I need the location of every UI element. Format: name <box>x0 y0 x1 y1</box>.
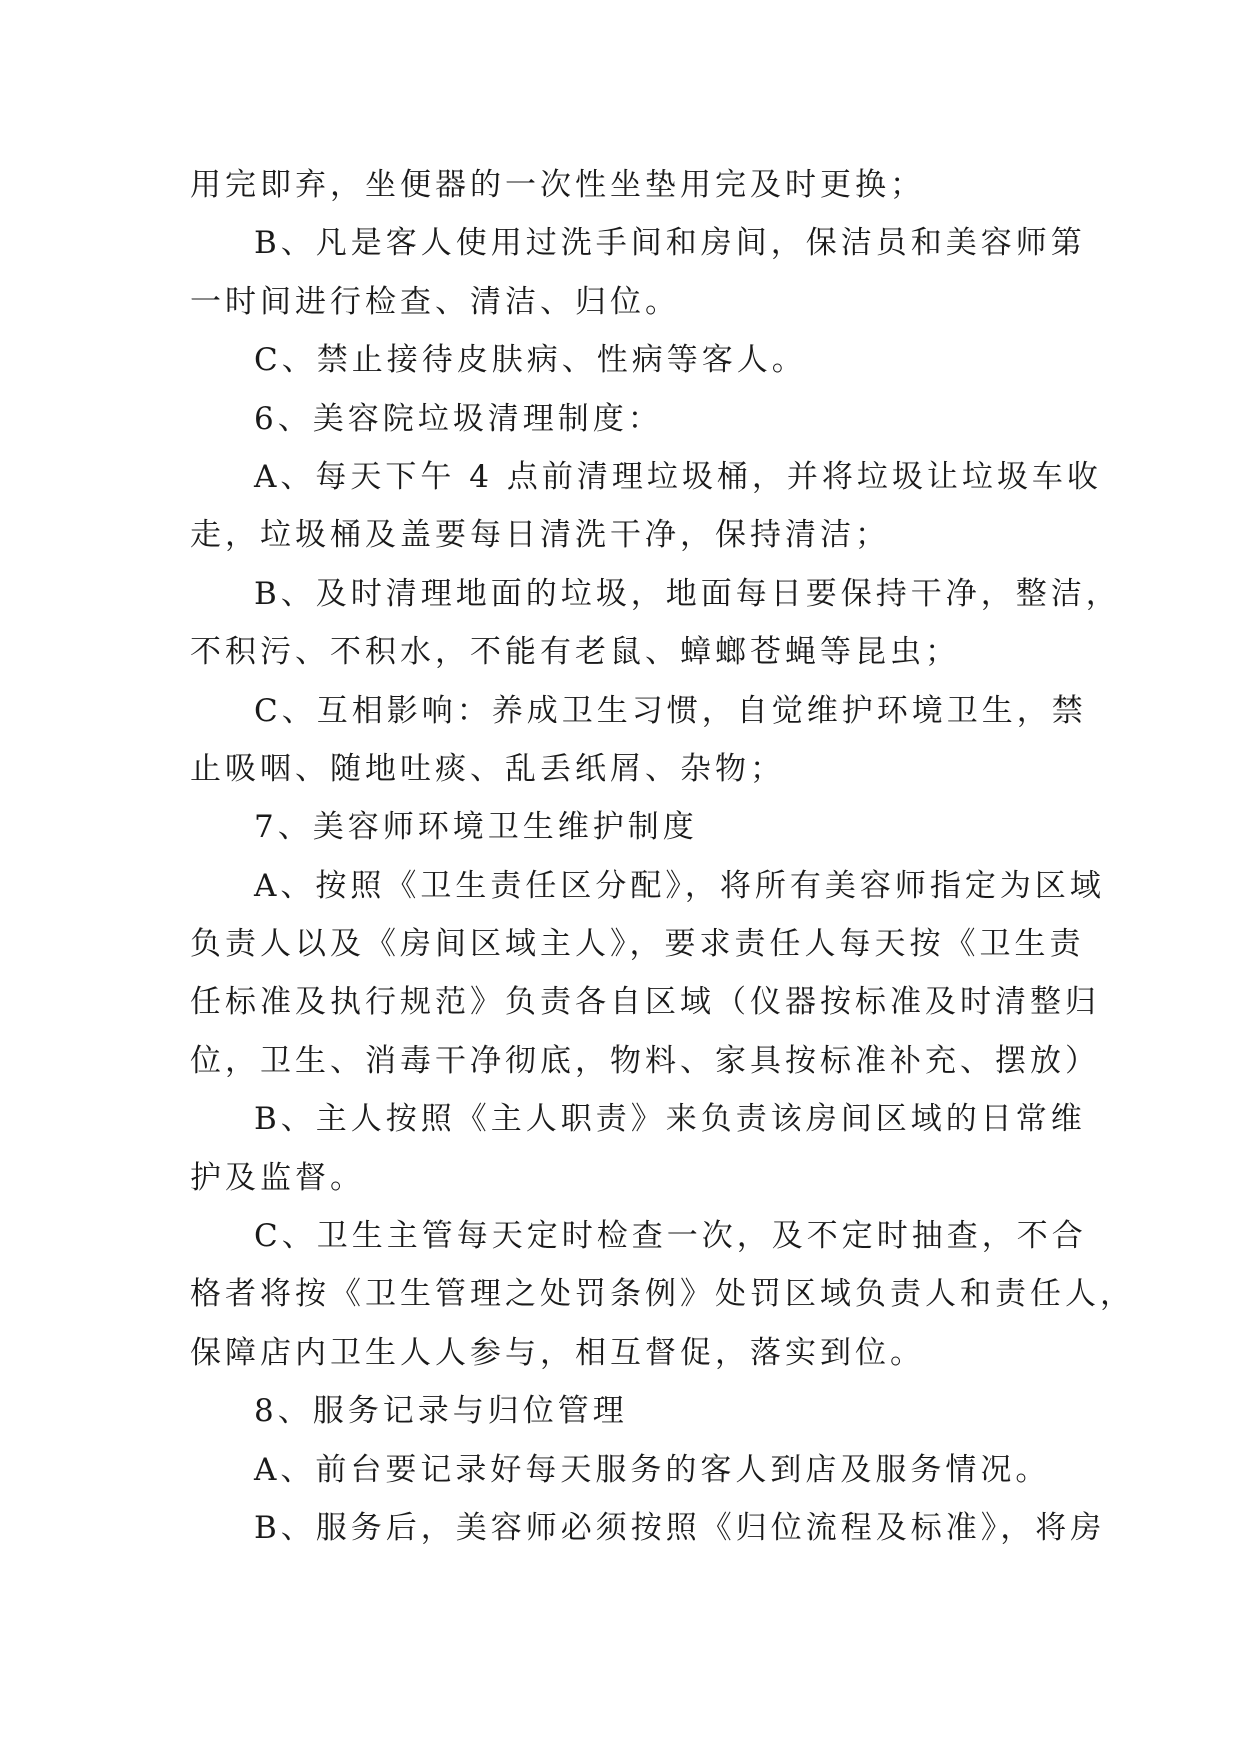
text-line: B、凡是客人使用过洗手间和房间，保洁员和美容师第 <box>254 225 1086 262</box>
text-line: B、主人按照《主人职责》来负责该房间区域的日常维 <box>254 1101 1086 1138</box>
text-line: A、前台要记录好每天服务的客人到店及服务情况。 <box>254 1451 1051 1488</box>
section-heading: 7、美容师环境卫生维护制度 <box>254 809 698 846</box>
document-body <box>190 156 1135 1557</box>
text-line: 一时间进行检查、清洁、归位。 <box>190 283 680 320</box>
text-line: 走，垃圾桶及盖要每日清洗干净，保持清洁； <box>190 517 890 554</box>
text-line: C、互相影响：养成卫生习惯，自觉维护环境卫生，禁 <box>254 692 1087 729</box>
text-line: 护及监督。 <box>190 1159 365 1196</box>
text-line: 格者将按《卫生管理之处罚条例》处罚区域负责人和责任人， <box>190 1276 1135 1313</box>
section-heading: 6、美容院垃圾清理制度： <box>254 400 663 437</box>
text-line: 位，卫生、消毒干净彻底，物料、家具按标准补充、摆放） <box>190 1042 1100 1079</box>
text-line: B、及时清理地面的垃圾，地面每日要保持干净，整洁， <box>254 575 1121 612</box>
section-heading: 8、服务记录与归位管理 <box>254 1393 628 1430</box>
text-line: 用完即弃，坐便器的一次性坐垫用完及时更换； <box>190 167 925 203</box>
text-line: B、服务后，美容师必须按照《归位流程及标准》，将房 <box>254 1509 1106 1546</box>
text-line: 保障店内卫生人人参与，相互督促，落实到位。 <box>190 1334 925 1371</box>
text-line: 止吸咽、随地吐痰、乱丢纸屑、杂物； <box>190 750 785 787</box>
text-line: 任标准及执行规范》负责各自区域（仪器按标准及时清整归 <box>190 984 1100 1021</box>
text-line: 不积污、不积水，不能有老鼠、蟑螂苍蝇等昆虫； <box>190 634 960 671</box>
text-line: A、按照《卫生责任区分配》，将所有美容师指定为区域 <box>254 867 1105 904</box>
text-line: C、卫生主管每天定时检查一次，及不定时抽查，不合 <box>254 1218 1087 1255</box>
text-line: A、每天下午 4 点前清理垃圾桶，并将垃圾让垃圾车收 <box>254 458 1102 495</box>
text-line: C、禁止接待皮肤病、性病等客人。 <box>254 342 807 379</box>
text-line: 负责人以及《房间区域主人》，要求责任人每天按《卫生责 <box>190 926 1085 963</box>
